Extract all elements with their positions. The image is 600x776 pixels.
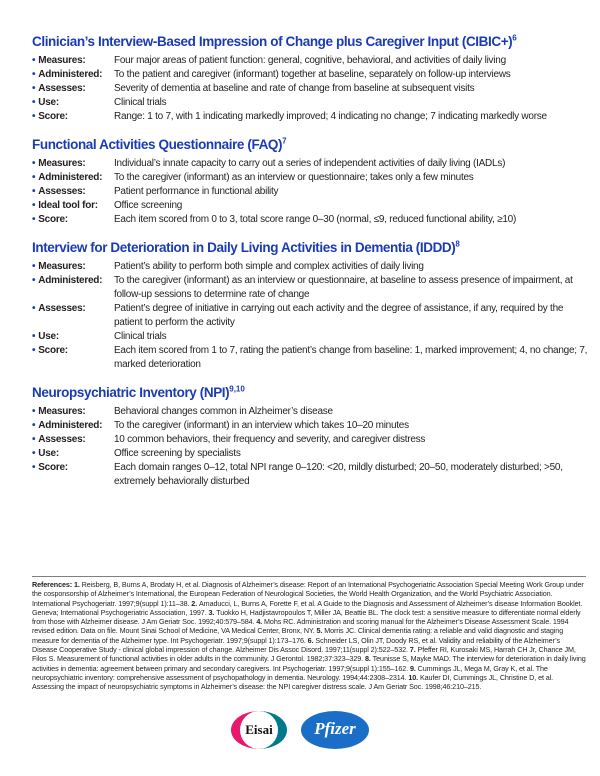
attribute-value: Behavioral changes common in Alzheimer’s disease [114,406,333,417]
attribute-row [32,260,589,274]
attribute-label [32,68,114,82]
eisai-logo-core [240,711,278,749]
reference-number: 4. [254,617,265,627]
attribute-label [32,82,114,96]
attribute-row [32,157,589,171]
assessment-section-cibic [32,34,589,124]
bullet-icon: • [32,158,36,169]
attribute-row [32,82,589,96]
attribute-label-text: Use: [38,448,59,459]
attribute-label-text: Administered: [38,69,103,80]
bullet-icon: • [32,172,36,183]
bullet-icon: • [32,55,36,66]
attribute-label [32,185,114,199]
reference-number: 2. [189,598,199,608]
attribute-label-text: Assesses: [38,186,86,197]
attribute-value: To the caregiver (informant) as an interview or questionnaire; takes only a few minutes [114,172,474,183]
bullet-icon: • [32,111,36,122]
attribute-label [32,302,114,316]
attribute-label [32,419,114,433]
attribute-row [32,110,589,124]
bullet-icon: • [32,214,36,225]
attribute-label-text: Assesses: [38,434,86,445]
bullet-icon: • [32,97,36,108]
bullet-icon: • [32,406,36,417]
attribute-row [32,433,589,447]
attribute-label-text: Measures: [38,55,86,66]
bullet-icon: • [32,331,36,342]
attribute-label [32,447,114,461]
reference-number: 3. [206,607,217,617]
reference-superscript: 8 [455,239,460,249]
attribute-label-text: Measures: [38,406,86,417]
assessment-sections [32,34,589,489]
attribute-row [32,213,589,227]
attribute-label-text: Assesses: [38,303,86,314]
attribute-label-text: Score: [38,214,68,225]
attribute-value: Office screening [114,200,183,211]
eisai-logo-text: Eisai [245,722,273,737]
section-title-iddd: Interview for Deterioration in Daily Living Activities in Dementia (IDDD)$^8$ [32,239,460,255]
reference-number: 10. [406,672,420,682]
attribute-row [32,96,589,110]
pfizer-logo-text: Pfizer [314,719,356,738]
attribute-value: Office screening by specialists [114,448,241,459]
attribute-value: 10 common behaviors, their frequency and severity, and caregiver distress [114,434,426,445]
reference-superscript: 6 [512,33,517,43]
assessment-section-iddd [32,240,589,372]
attribute-label [32,171,114,185]
attribute-row [32,419,589,433]
assessment-section-faq [32,137,589,227]
section-title-npi: Neuropsychiatric Inventory (NPI)$^{9,10}$ [32,384,245,400]
bullet-icon: • [32,186,36,197]
attribute-label-text: Ideal tool for: [38,200,98,211]
attribute-label-text: Score: [38,462,68,473]
attribute-row [32,199,589,213]
bullet-icon: • [32,200,36,211]
attribute-value: Range: 1 to 7, with 1 indicating markedly improved; 4 indicating no change; 7 indicating markedly worse [114,111,547,122]
attribute-value: To the caregiver (informant) as an interview or questionnaire, at baseline to assess presence of impairment, at follow-up sessions to determine rate of change [114,275,573,300]
eisai-logo [231,711,287,749]
attribute-label [32,157,114,171]
attribute-label [32,54,114,68]
reference-number: 1. [73,580,82,589]
attribute-label-text: Measures: [38,158,86,169]
attribute-value: Patient’s degree of initiative in carrying out each activity and the degree of assistance, if any, required by the patient to perform the activity [114,303,564,328]
attribute-label [32,461,114,475]
reference-number: 5. [314,626,325,636]
attribute-row [32,54,589,68]
bullet-icon: • [32,434,36,445]
attribute-label [32,274,114,288]
bullet-icon: • [32,345,36,356]
reference-number: 7. [407,645,418,655]
bullet-icon: • [32,275,36,286]
attribute-value: Clinical trials [114,331,167,342]
references-divider [32,576,586,577]
bullet-icon: • [32,462,36,473]
attribute-label [32,199,114,213]
reference-number: 6. [305,635,316,645]
bullet-icon: • [32,448,36,459]
attribute-value: Each domain ranges 0–12, total NPI range 0–120: <20, mildly disturbed; 20–50, moderately disturbed; >50, extremely behaviorally disturbed [114,462,563,487]
attribute-row [32,302,589,330]
reference-superscript: 7 [282,136,287,146]
attribute-row [32,68,589,82]
bullet-icon: • [32,83,36,94]
attribute-label [32,433,114,447]
attribute-row [32,185,589,199]
reference-number: 8. [363,654,373,664]
attribute-label-text: Administered: [38,275,103,286]
bullet-icon: • [32,261,36,272]
attribute-label [32,213,114,227]
attribute-label-text: Assesses: [38,83,86,94]
attribute-label-text: Use: [38,97,59,108]
attribute-label [32,96,114,110]
attribute-label [32,405,114,419]
attribute-value: Four major areas of patient function: general, cognitive, behavioral, and activities of daily living [114,55,506,66]
references-label: References: [32,580,74,589]
attribute-row [32,461,589,489]
attribute-label-text: Score: [38,345,68,356]
attribute-row [32,344,589,372]
attribute-value: To the patient and caregiver (informant) together at baseline, separately on follow-up interviews [114,69,511,80]
attribute-row [32,274,589,302]
assessment-section-npi [32,385,589,489]
attribute-value: Clinical trials [114,97,167,108]
attribute-label [32,344,114,358]
attribute-label-text: Score: [38,111,68,122]
references-text: References: 1. Reisberg, B, Burns A, Brodaty H, et al. Diagnosis of Alzheimer’s disease: Report of an International Psychogeriatric Association Special Meeting Work Group under the cosponsorship of Alzheimer’s International, the European Federation of Neurological Societies, the World Health Organization, and the World Psychiatric Association. International Psychogeriatr. 1997;9(suppl 1):11–38. 2. Amaducci, L, Burns A, Forette F, et al. A Guide to the Diagnosis and Assessment of Alzheimer’s disease Information Booklet. Geneva; International Psychogeriatric Association, 1997. 3. Tuokko H, Hadjistavropoulos T, Miller JA, Beattie BL. The clock test: a sensitive measure to differentiate normal elderly from those with Alzheimer disease. J Am Geriatr Soc. 1992;40:579–584. 4. Mohs RC. Administration and scoring manual for the Alzheimer’s Disease Assessment Scale. 1994 revised edition. Data on file. Mount Sinai School of Medicine, VA Medical Center, Bronx, NY. 5. Morris JC. Clinical dementia rating: a reliable and valid diagnostic and staging measure for dementia of the Alzheimer type. Int Psychogeriatr. 1997;9(suppl 1):173–176. 6. Schneider LS, Olin JT, Doody RS, et al. Validity and reliability of the Alzheimer’s Disease Cooperative Study - clinical global impression of change. Alzheimer Dis Assoc Disord. 1997;11(suppl 2):522–532. 7. Pfeffer RI, Kurosaki MS, Harrah CH Jr, Chance JM, Filos S. Measurement of functional activities in older adults in the community. J Gerontol. 1982;37:323–329. 8. Teunisse S, Mayke MAD. The interview for deterioration in daily living activities in dementia: agreement between primary and secondary caregivers. Int Psychogeriatr. 1997;9(suppl 1):155–162. 9. Cummings JL, Mega M, Gray K, et al. The neuropsychiatric inventory: comprehensive assessment of psychopathology in dementia. Neurology. 1994;44:2308–2314. 10. Kaufer DI, Cummings JL, Christine D, et al. Assessing the impact of neuropsychiatric symptoms in Alzheimer’s disease: the NPI caregiver distress scale. J Am Geriatr Soc. 1998;46:210–215. [32,580,586,692]
attribute-value: Individual’s innate capacity to carry out a series of independent activities of daily living (IADLs) [114,158,506,169]
references-block [32,576,586,692]
attribute-row [32,447,589,461]
attribute-row [32,171,589,185]
attribute-label [32,260,114,274]
bullet-icon: • [32,69,36,80]
attribute-label [32,110,114,124]
attribute-value: Each item scored from 1 to 7, rating the patient’s change from baseline: 1, marked improvement; 4, no change; 7, marked deterioration [114,345,588,370]
attribute-label-text: Use: [38,331,59,342]
attribute-value: Patient’s ability to perform both simple and complex activities of daily living [114,261,424,272]
attribute-value: To the caregiver (informant) in an interview which takes 10–20 minutes [114,420,409,431]
attribute-label-text: Administered: [38,172,103,183]
attribute-row [32,405,589,419]
reference-number: 9. [408,663,418,673]
attribute-label-text: Measures: [38,261,86,272]
attribute-label-text: Administered: [38,420,103,431]
attribute-value: Each item scored from 0 to 3, total score range 0–30 (normal, ≤9, reduced functional ability, ≥10) [114,214,517,225]
bullet-icon: • [32,420,36,431]
attribute-value: Severity of dementia at baseline and rate of change from baseline at subsequent visits [114,83,475,94]
reference-superscript: 9,10 [229,384,245,394]
bullet-icon: • [32,303,36,314]
attribute-row [32,330,589,344]
attribute-value: Patient performance in functional ability [114,186,279,197]
pfizer-logo [301,711,369,749]
attribute-label [32,330,114,344]
logo-row [0,711,600,749]
section-title-faq: Functional Activities Questionnaire (FAQ)$^7$ [32,136,287,152]
section-title-cibic: Clinician’s Interview-Based Impression of Change plus Caregiver Input (CIBIC+)$^6$ [32,33,517,49]
